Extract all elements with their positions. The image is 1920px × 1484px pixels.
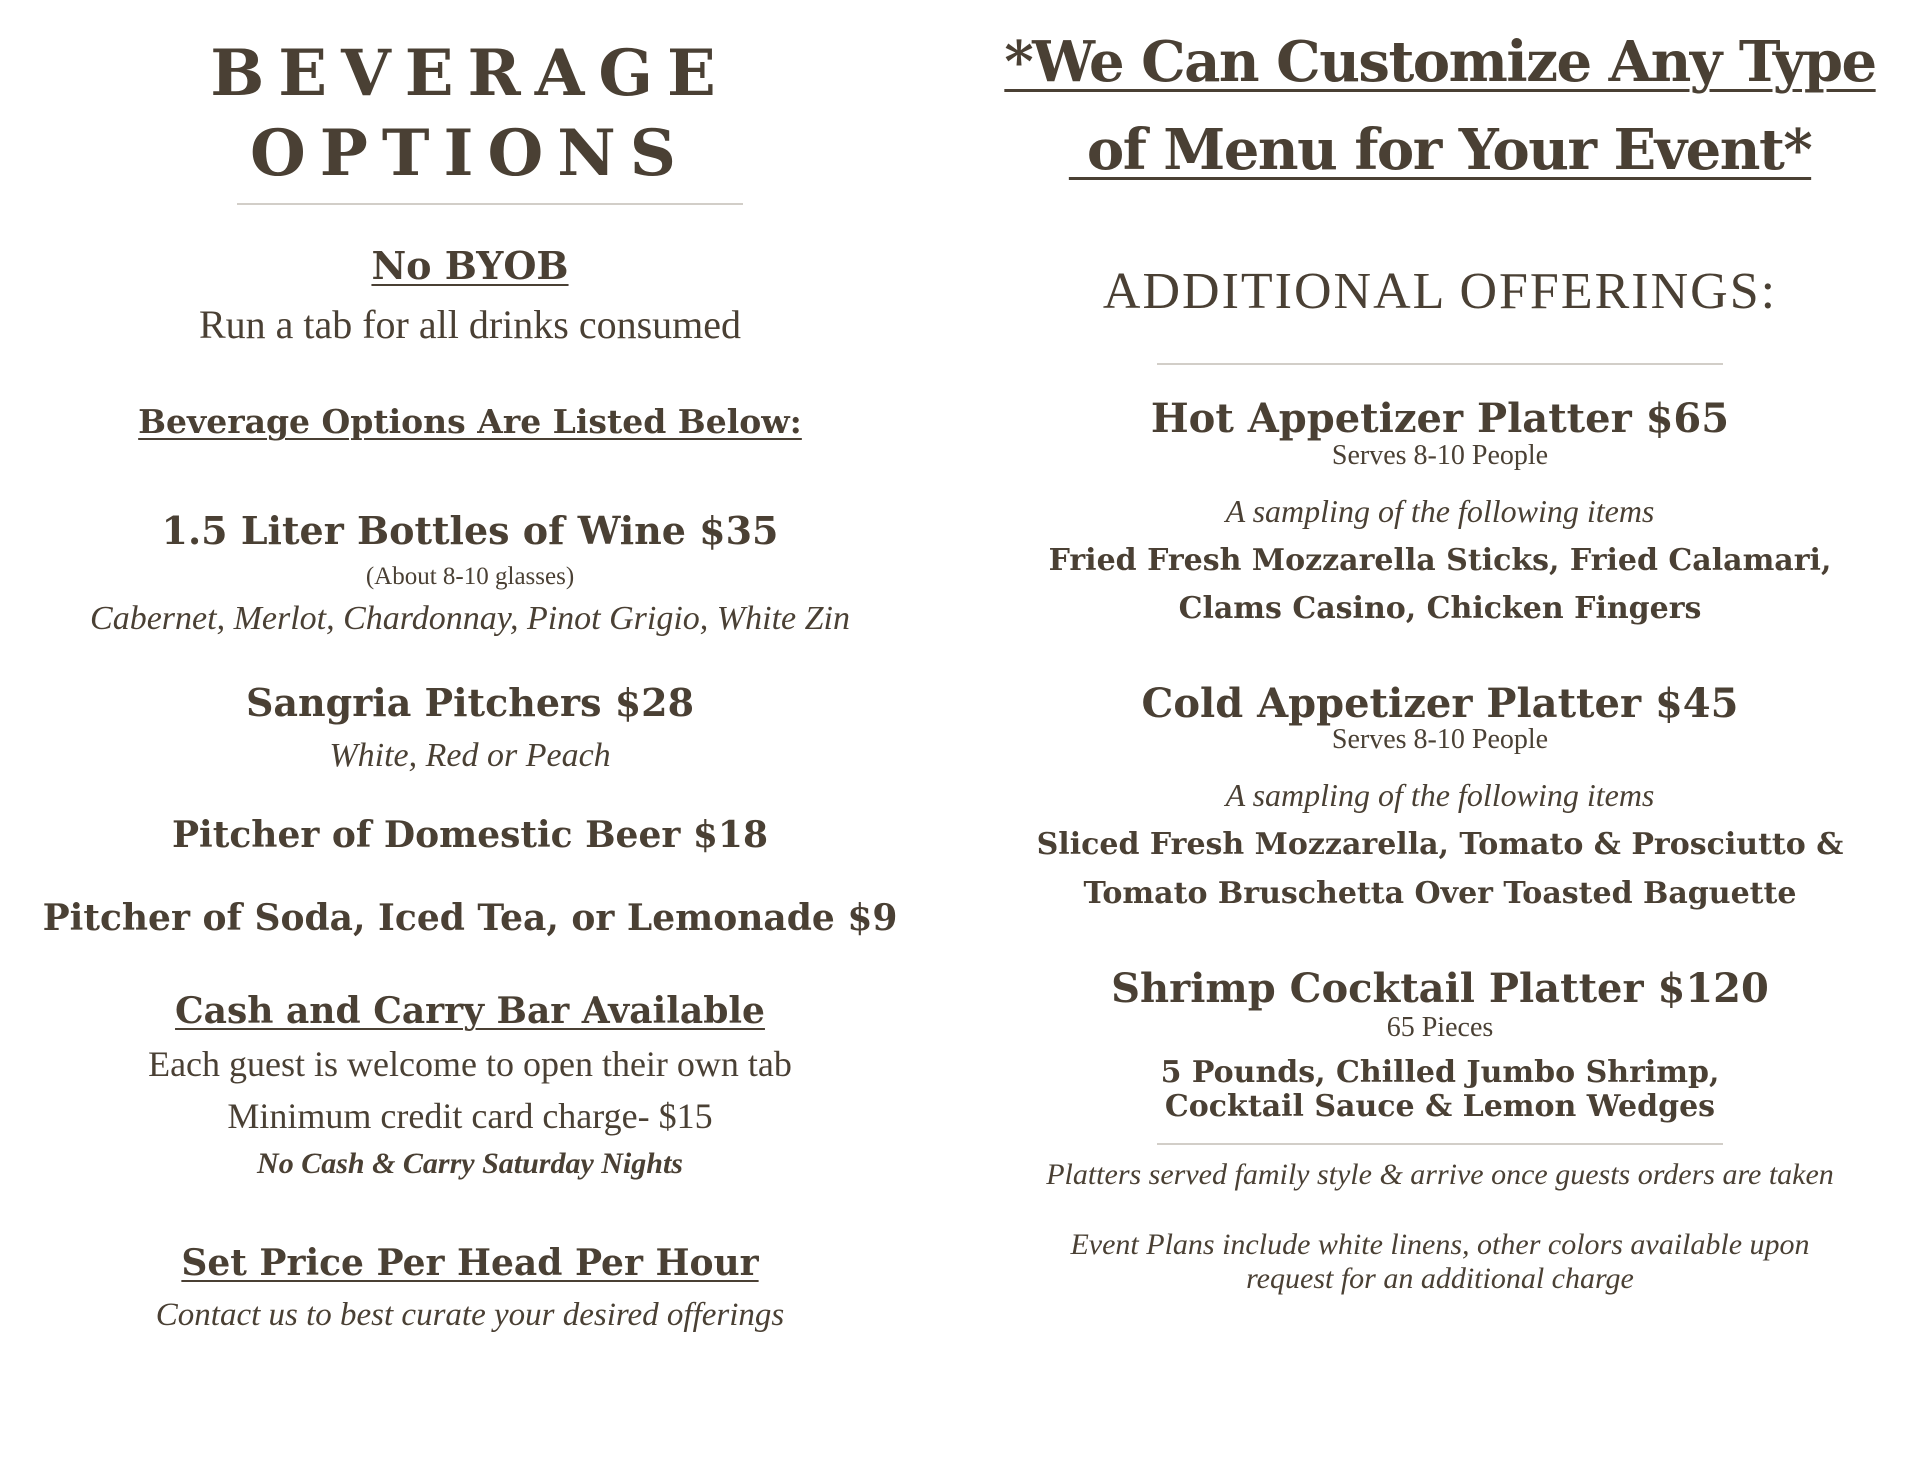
beverage-title-line1: BEVERAGE bbox=[210, 36, 730, 111]
byob-heading: No BYOB bbox=[371, 243, 569, 288]
shrimp-platter-items-line2: Cocktail Sauce & Lemon Wedges bbox=[1164, 1089, 1716, 1124]
cold-platter-items-line2: Tomato Bruschetta Over Toasted Baguette bbox=[1083, 876, 1797, 911]
hot-platter-sampling: A sampling of the following items bbox=[1225, 493, 1655, 529]
shrimp-platter-items-line1: 5 Pounds, Chilled Jumbo Shrimp, bbox=[1160, 1055, 1720, 1090]
beverage-title-divider bbox=[237, 203, 743, 205]
sangria-flavors: White, Red or Peach bbox=[329, 737, 611, 774]
beverage-title-line2: OPTIONS bbox=[250, 116, 690, 191]
cash-carry-line2: Minimum credit card charge- $15 bbox=[227, 1096, 713, 1136]
wine-bottles-note: (About 8-10 glasses) bbox=[365, 563, 575, 590]
offerings-divider bbox=[1157, 363, 1723, 365]
hot-platter-items-line1: Fried Fresh Mozzarella Sticks, Fried Calamari, bbox=[1048, 543, 1832, 578]
cold-platter-title: Cold Appetizer Platter $45 bbox=[1141, 680, 1739, 727]
cold-platter-serves: Serves 8-10 People bbox=[1331, 724, 1549, 755]
customize-heading-line1: *We Can Customize Any Type bbox=[1004, 29, 1876, 95]
set-price-heading: Set Price Per Head Per Hour bbox=[181, 1242, 759, 1284]
hot-platter-items-line2: Clams Casino, Chicken Fingers bbox=[1178, 591, 1702, 626]
hot-platter-serves: Serves 8-10 People bbox=[1331, 440, 1549, 471]
cold-platter-items-line1: Sliced Fresh Mozzarella, Tomato & Prosciutto & bbox=[1036, 827, 1844, 862]
wine-bottles-item: 1.5 Liter Bottles of Wine $35 bbox=[161, 508, 779, 553]
cold-platter-sampling: A sampling of the following items bbox=[1225, 777, 1655, 813]
soda-pitcher-item: Pitcher of Soda, Iced Tea, or Lemonade $9 bbox=[42, 897, 898, 939]
additional-offerings-heading: ADDITIONAL OFFERINGS: bbox=[1102, 263, 1778, 320]
set-price-text: Contact us to best curate your desired offerings bbox=[155, 1297, 785, 1333]
byob-text: Run a tab for all drinks consumed bbox=[198, 302, 742, 347]
linens-note-line1: Event Plans include white linens, other colors available upon bbox=[1070, 1228, 1810, 1261]
shrimp-platter-title: Shrimp Cocktail Platter $120 bbox=[1111, 965, 1769, 1012]
platters-footnote: Platters served family style & arrive once guests orders are taken bbox=[1046, 1158, 1834, 1191]
linens-note-line2: request for an additional charge bbox=[1246, 1262, 1634, 1295]
customize-heading-line2: of Menu for Your Event* bbox=[1068, 117, 1812, 183]
shrimp-platter-pieces: 65 Pieces bbox=[1386, 1012, 1494, 1043]
cash-carry-note: No Cash & Carry Saturday Nights bbox=[257, 1147, 683, 1180]
beer-pitcher-item: Pitcher of Domestic Beer $18 bbox=[171, 814, 769, 856]
cash-carry-line1: Each guest is welcome to open their own tab bbox=[148, 1044, 792, 1084]
hot-platter-title: Hot Appetizer Platter $65 bbox=[1150, 395, 1730, 442]
wine-varieties: Cabernet, Merlot, Chardonnay, Pinot Grigio, White Zin bbox=[90, 600, 850, 637]
platters-bottom-divider bbox=[1157, 1143, 1723, 1145]
cash-carry-heading: Cash and Carry Bar Available bbox=[175, 990, 765, 1032]
sangria-item: Sangria Pitchers $28 bbox=[245, 680, 695, 725]
beverage-listed-heading: Beverage Options Are Listed Below: bbox=[138, 402, 802, 441]
